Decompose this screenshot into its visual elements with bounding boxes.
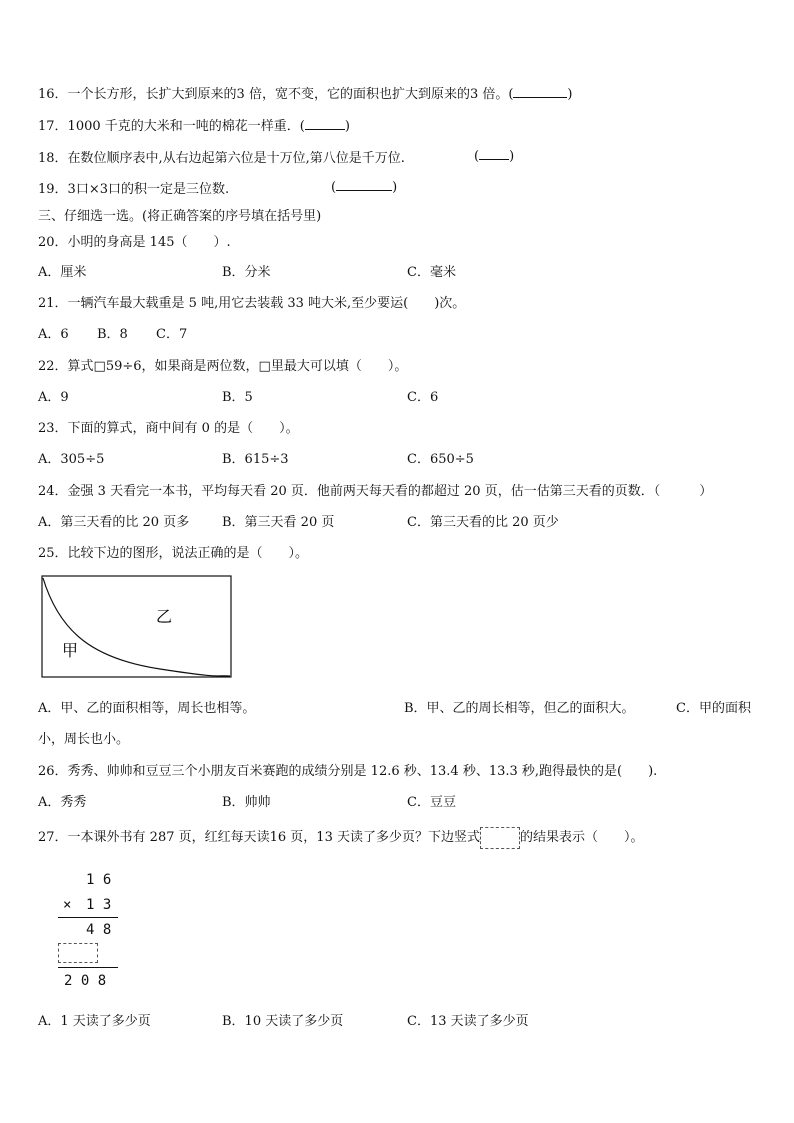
paren-open: ( — [474, 149, 480, 164]
calc-dashed-box — [58, 943, 98, 963]
answer-blank[interactable] — [305, 117, 345, 130]
question-16 — [38, 83, 573, 102]
question-text: 27．一本课外书有 287 页，红红每天读16 页，13 天读了多少页？下边竖式 — [38, 830, 480, 845]
option-c[interactable]: C．毫米 — [407, 265, 456, 280]
option-b[interactable]: B．第三天看 20 页 — [222, 515, 335, 530]
dashed-box — [480, 827, 520, 849]
question-24: 24．金强 3 天看完一本书，平均每天看 20 页．他前两天每天看的都超过 20 页，估一估第三天看的页数．（ ） — [38, 484, 713, 499]
question-17 — [38, 115, 350, 134]
answer-blank[interactable] — [513, 85, 567, 98]
option-c[interactable]: C．6 — [407, 390, 439, 405]
question-text: 的结果表示（ ）。 — [519, 830, 644, 845]
calc-rule-1 — [58, 917, 118, 918]
option-c[interactable]: C．650÷5 — [407, 452, 474, 467]
option-c[interactable]: C．7 — [156, 327, 188, 342]
question-22: 22．算式□59÷6，如果商是两位数，□里最大可以填（ ）。 — [38, 359, 408, 374]
option-a[interactable]: A．甲、乙的面积相等，周长也相等。 — [38, 701, 256, 716]
question-23: 23．下面的算式，商中间有 0 的是（ ）。 — [38, 421, 299, 436]
question-26: 26．秀秀、帅帅和豆豆三个小朋友百米赛跑的成绩分别是 12.6 秒、13.4 秒、13.3 秒,跑得最快的是( ). — [38, 764, 658, 779]
paren-close: ) — [344, 119, 350, 134]
answer-blank[interactable] — [479, 147, 509, 160]
option-b[interactable]: B．5 — [222, 390, 253, 405]
question-20: 20．小明的身高是 145（ ）. — [38, 235, 231, 250]
question-text: 16．一个长方形，长扩大到原来的3 倍，宽不变，它的面积也扩大到原来的3 倍。( — [38, 87, 514, 102]
option-b[interactable]: B．帅帅 — [222, 795, 271, 810]
option-b[interactable]: B．甲、乙的周长相等，但乙的面积大。 — [404, 701, 635, 716]
option-a[interactable]: A．1 天读了多少页 — [38, 1014, 151, 1029]
question-18 — [38, 147, 405, 166]
outer-rectangle — [42, 576, 231, 677]
calc-row-3: 4 8 — [86, 922, 112, 938]
option-a[interactable]: A．9 — [38, 390, 69, 405]
option-a[interactable]: A．厘米 — [38, 265, 87, 280]
paren-close: ) — [392, 180, 398, 195]
option-b[interactable]: B．10 天读了多少页 — [222, 1014, 344, 1029]
question-19-answer — [331, 178, 397, 195]
option-c[interactable]: C．甲的面积 — [676, 701, 751, 716]
option-a[interactable]: A．305÷5 — [38, 452, 105, 467]
calc-row-2: 1 3 — [86, 897, 112, 913]
option-b[interactable]: B．分米 — [222, 265, 271, 280]
question-18-answer — [474, 147, 514, 164]
label-yi: 乙 — [156, 607, 173, 626]
paren-close: ) — [509, 149, 515, 164]
question-25: 25．比较下边的图形，说法正确的是（ ）。 — [38, 546, 309, 561]
label-jia: 甲 — [62, 641, 79, 660]
option-a[interactable]: A．秀秀 — [38, 795, 87, 810]
paren-open: ( — [331, 180, 337, 195]
calc-operator: × — [63, 897, 72, 913]
question-text: 17．1000 千克的大米和一吨的棉花一样重．( — [38, 119, 305, 134]
option-b[interactable]: B．615÷3 — [222, 452, 289, 467]
option-c[interactable]: C．13 天读了多少页 — [407, 1014, 529, 1029]
option-a[interactable]: A．6 — [38, 327, 69, 342]
calc-row-1: 1 6 — [86, 872, 112, 888]
option-c[interactable]: C．第三天看的比 20 页少 — [407, 515, 559, 530]
question-text: 18．在数位顺序表中,从右边起第六位是十万位,第八位是千万位. — [38, 151, 405, 166]
option-c-continued: 小，周长也小。 — [38, 732, 130, 747]
paren-close: ) — [567, 87, 573, 102]
question-27 — [38, 826, 643, 849]
question-19 — [38, 178, 229, 197]
calc-rule-2 — [58, 967, 118, 968]
option-a[interactable]: A．第三天看的比 20 页多 — [38, 515, 190, 530]
question-21: 21．一辆汽车最大载重是 5 吨,用它去装载 33 吨大米,至少要运( )次。 — [38, 296, 466, 311]
question-text: 19．3口×3口的积一定是三位数. — [38, 182, 230, 197]
option-c[interactable]: C．豆豆 — [407, 795, 456, 810]
calc-result: 2 0 8 — [64, 973, 107, 989]
section-heading: 三、仔细选一选。(将正确答案的序号填在括号里) — [38, 209, 322, 224]
shape-figure — [40, 574, 234, 680]
option-b[interactable]: B．8 — [97, 327, 128, 342]
dividing-curve — [43, 578, 230, 676]
answer-blank[interactable] — [336, 178, 392, 191]
